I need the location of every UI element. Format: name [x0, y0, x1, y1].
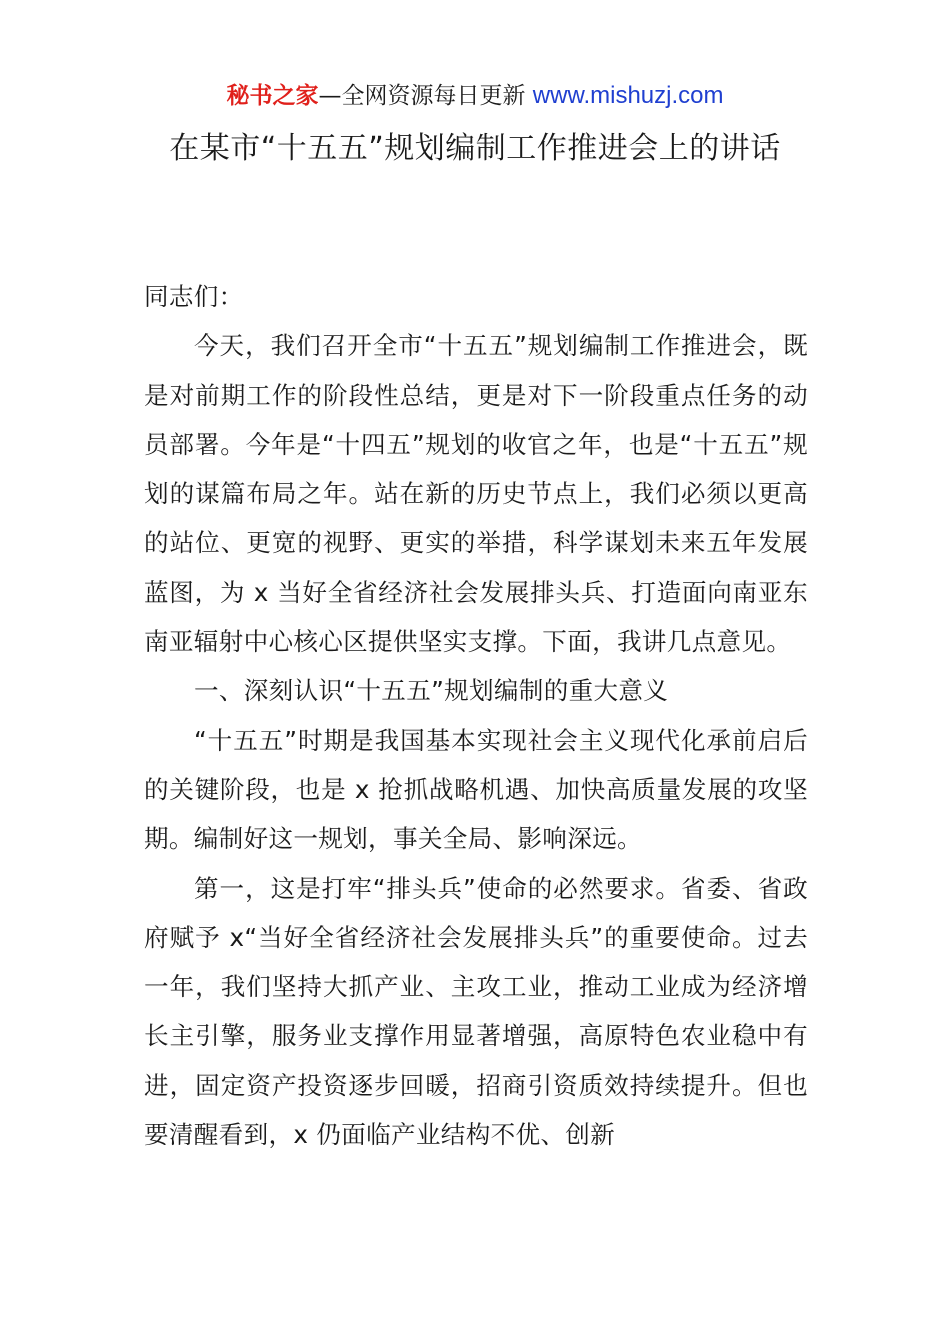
document-title: 在某市“十五五”规划编制工作推进会上的讲话	[169, 131, 781, 166]
salutation: 同志们：	[144, 282, 244, 311]
banner-tagline: —全网资源每日更新	[318, 83, 533, 109]
site-url[interactable]: www.mishuzj.com	[532, 82, 724, 109]
section-heading: 一、深刻认识“十五五”规划编制的重大意义	[194, 676, 669, 706]
site-banner	[0, 80, 950, 112]
brand-name: 秘书之家	[226, 83, 319, 109]
body-paragraph: “十五五”时期是我国基本实现社会主义现代化承前启后的关键阶段，也是 x 抢抓战略机遇、加快高质量发展的攻坚期。编制好这一规划，事关全局、影响深远。	[144, 725, 808, 854]
body-paragraph: 第一，这是打牢“排头兵”使命的必然要求。省委、省政府赋予 x“当好全省经济社会发展排头兵”的重要使命。过去一年，我们坚持大抓产业、主攻工业，推动工业成为经济增长主引擎，服务业支撑作用显著增强，高原特色农业稳中有进，固定资产投资逐步回暖，招商引资质效持续提升。但也要清醒看到，x 仍面临产业结构不优、创新	[144, 873, 808, 1150]
document-body	[144, 272, 808, 1159]
body-paragraph: 今天，我们召开全市“十五五”规划编制工作推进会，既是对前期工作的阶段性总结，更是对下一阶段重点任务的动员部署。今年是“十四五”规划的收官之年，也是“十五五”规划的谋篇布局之年。站在新的历史节点上，我们必须以更高的站位、更宽的视野、更实的举措，科学谋划未来五年发展蓝图，为 x 当好全省经济社会发展排头兵、打造面向南亚东南亚辐射中心核心区提供坚实支撑。下面，我讲几点意见。	[144, 331, 808, 657]
